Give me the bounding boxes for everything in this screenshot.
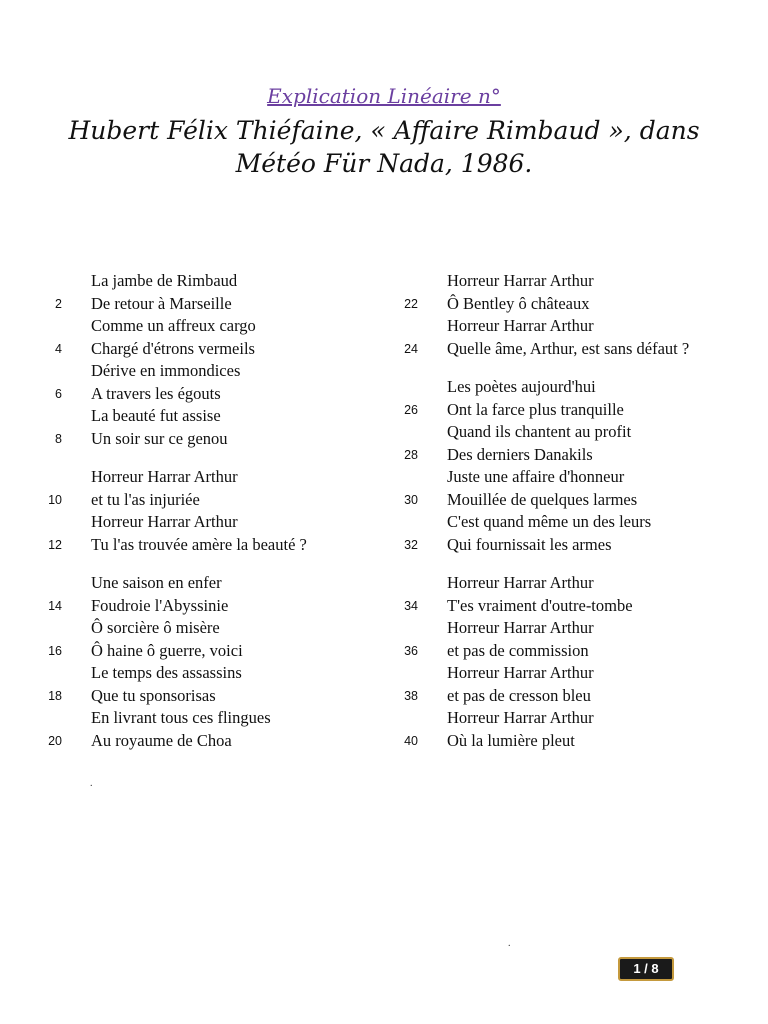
verse-text: Qui fournissait les armes (447, 534, 612, 554)
line-number: 34 (404, 598, 418, 613)
poem-line (394, 730, 734, 753)
verse-text: et tu l'as injuriée (91, 489, 200, 509)
poem-line (394, 399, 734, 422)
verse-text: Un soir sur ce genou (91, 428, 228, 448)
poem-line (394, 466, 734, 489)
poem-line (38, 405, 378, 428)
poem-line (38, 685, 378, 708)
verse-text: Le temps des assassins (91, 663, 242, 682)
poem-line (394, 617, 734, 640)
verse-text: C'est quand même un des leurs (447, 512, 652, 531)
poem-line (394, 315, 734, 338)
poem-line (394, 376, 734, 399)
line-number: 20 (48, 733, 62, 748)
verse-text: Dérive en immondices (91, 361, 241, 380)
poem-line (38, 707, 378, 730)
verse-text: Quand ils chantent au profit (447, 422, 632, 441)
verse-text: T'es vraiment d'outre-tombe (447, 595, 633, 615)
poem-line (38, 572, 378, 595)
poem-line (38, 466, 378, 489)
poem-line (38, 662, 378, 685)
poem-line (394, 421, 734, 444)
line-number: 2 (55, 296, 62, 311)
poem-line (38, 383, 378, 406)
poem-line (394, 572, 734, 595)
verse-text: Que tu sponsorisas (91, 685, 216, 705)
line-number: 18 (48, 688, 62, 703)
line-number: 26 (404, 402, 418, 417)
verse-text: Horreur Harrar Arthur (447, 618, 594, 637)
title-line-1: Hubert Félix Thiéfaine, « Affaire Rimbaud », dans (68, 116, 700, 145)
poem-line (38, 315, 378, 338)
poem-right-column (394, 270, 734, 752)
line-number: 30 (404, 492, 418, 507)
poem-line (394, 338, 734, 361)
stanza-break (394, 360, 734, 376)
verse-text: Mouillée de quelques larmes (447, 489, 638, 509)
poem-left-column (38, 270, 378, 752)
stray-mark: . (90, 778, 93, 789)
poem-line (394, 640, 734, 663)
line-number: 24 (404, 341, 418, 356)
line-number: 38 (404, 688, 418, 703)
poem-line (394, 444, 734, 467)
poem-line (394, 595, 734, 618)
poem-line (394, 270, 734, 293)
poem-line (38, 428, 378, 451)
verse-text: Au royaume de Choa (91, 730, 232, 750)
verse-text: En livrant tous ces flingues (91, 708, 271, 727)
line-number: 4 (55, 341, 62, 356)
stanza-break (394, 556, 734, 572)
verse-text: et pas de commission (447, 640, 589, 660)
line-number: 10 (48, 492, 62, 507)
title-line-2: Météo Für Nada, 1986. (235, 149, 533, 178)
document-header (0, 84, 768, 108)
poem-line (38, 595, 378, 618)
verse-text: Où la lumière pleut (447, 730, 575, 750)
poem-line (394, 511, 734, 534)
poem-line (38, 270, 378, 293)
verse-text: Juste une affaire d'honneur (447, 467, 625, 486)
line-number: 28 (404, 447, 418, 462)
verse-text: Tu l'as trouvée amère la beauté ? (91, 534, 307, 554)
poem-line (38, 617, 378, 640)
poem-line (38, 293, 378, 316)
verse-text: Horreur Harrar Arthur (447, 663, 594, 682)
verse-text: et pas de cresson bleu (447, 685, 591, 705)
poem-line (394, 707, 734, 730)
line-number: 14 (48, 598, 62, 613)
verse-text: Ô sorcière ô misère (91, 618, 220, 637)
line-number: 16 (48, 643, 62, 658)
line-number: 6 (55, 386, 62, 401)
verse-text: Ô haine ô guerre, voici (91, 640, 243, 660)
poem-line (38, 360, 378, 383)
poem-line (38, 730, 378, 753)
verse-text: Horreur Harrar Arthur (91, 512, 238, 531)
verse-text: Des derniers Danakils (447, 444, 593, 464)
verse-text: Les poètes aujourd'hui (447, 377, 596, 396)
stanza-break (38, 450, 378, 466)
verse-text: La jambe de Rimbaud (91, 271, 238, 290)
verse-text: Horreur Harrar Arthur (447, 708, 594, 727)
poem-line (394, 534, 734, 557)
line-number: 22 (404, 296, 418, 311)
line-number: 40 (404, 733, 418, 748)
verse-text: Horreur Harrar Arthur (447, 316, 594, 335)
poem-line (394, 293, 734, 316)
verse-text: Ont la farce plus tranquille (447, 399, 624, 419)
verse-text: La beauté fut assise (91, 406, 221, 425)
verse-text: A travers les égouts (91, 383, 221, 403)
stray-mark: . (508, 938, 511, 949)
verse-text: Ô Bentley ô châteaux (447, 293, 590, 313)
poem-line (38, 640, 378, 663)
page-indicator: 1 / 8 (618, 957, 674, 981)
poem-line (38, 534, 378, 557)
document-title (0, 114, 768, 180)
verse-text: De retour à Marseille (91, 293, 232, 313)
poem-line (38, 511, 378, 534)
verse-text: Horreur Harrar Arthur (447, 573, 594, 592)
line-number: 36 (404, 643, 418, 658)
poem-line (394, 685, 734, 708)
verse-text: Quelle âme, Arthur, est sans défaut ? (447, 338, 690, 358)
verse-text: Une saison en enfer (91, 573, 222, 592)
poem-line (394, 489, 734, 512)
poem-line (38, 338, 378, 361)
verse-text: Comme un affreux cargo (91, 316, 256, 335)
poem-line (394, 662, 734, 685)
verse-text: Foudroie l'Abyssinie (91, 595, 229, 615)
line-number: 8 (55, 431, 62, 446)
explication-subtitle: Explication Linéaire n° (267, 84, 501, 108)
poem-line (38, 489, 378, 512)
line-number: 12 (48, 537, 62, 552)
line-number: 32 (404, 537, 418, 552)
verse-text: Horreur Harrar Arthur (447, 271, 594, 290)
verse-text: Chargé d'étrons vermeils (91, 338, 255, 358)
verse-text: Horreur Harrar Arthur (91, 467, 238, 486)
stanza-break (38, 556, 378, 572)
